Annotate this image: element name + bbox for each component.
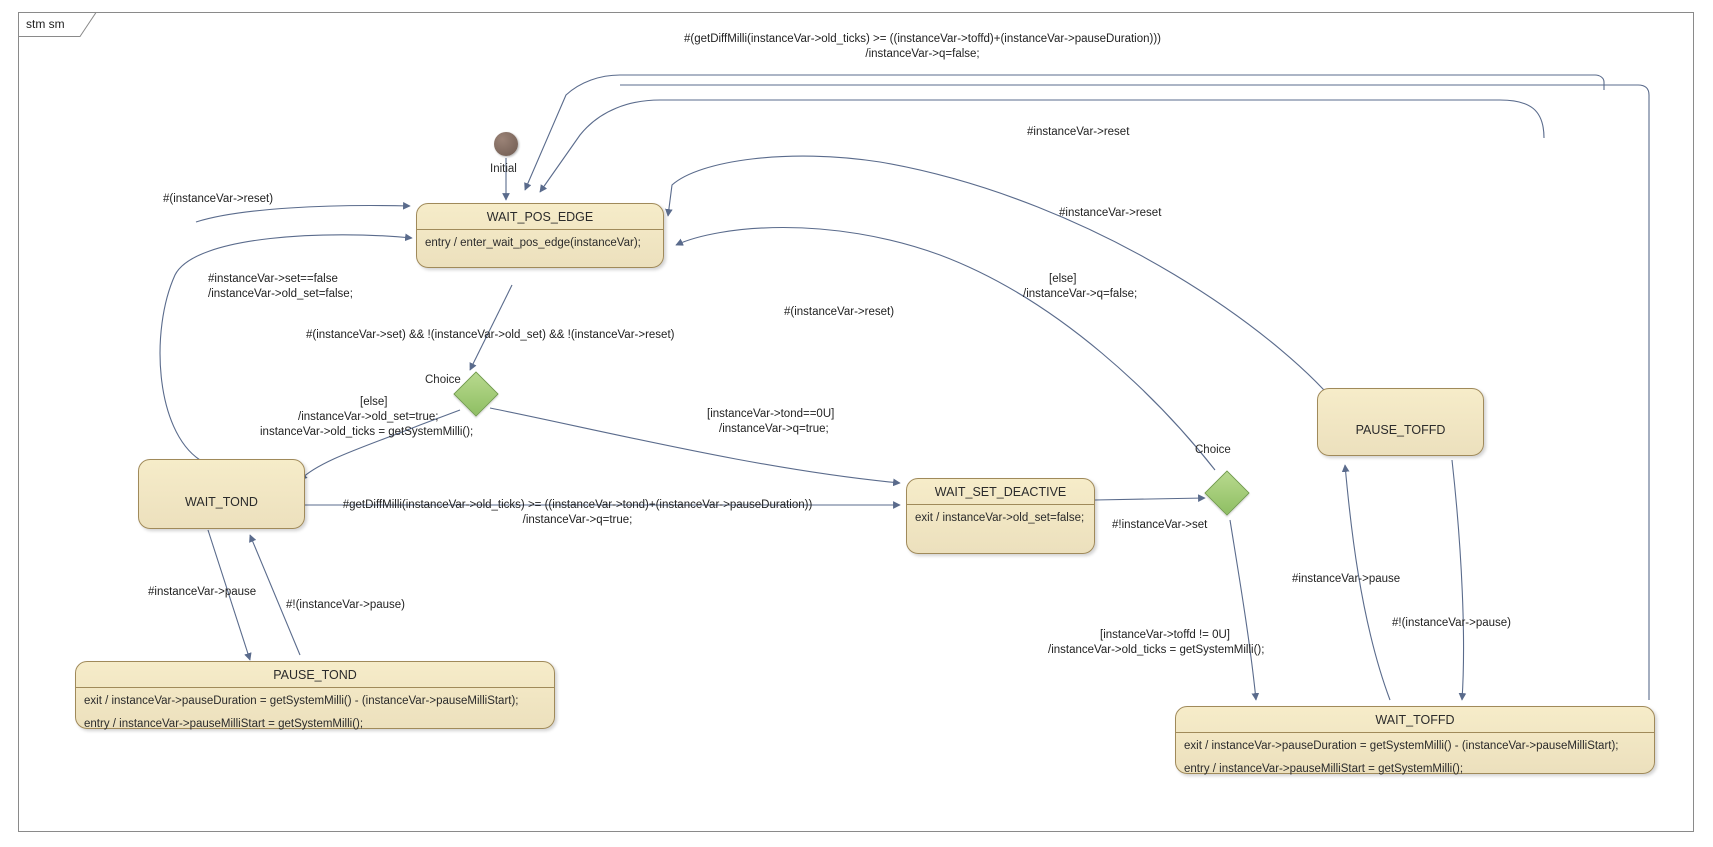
state-wait-tond-title: WAIT_TOND — [185, 495, 258, 509]
label-reset-left: #(instanceVar->reset) — [163, 193, 274, 205]
label-tond-zero-line2: /instanceVar->q=true; — [719, 423, 829, 435]
state-wait-toffd-exit: exit / instanceVar->pauseDuration = getSystemMilli() - (instanceVar->pauseMilliStart); — [1184, 740, 1619, 752]
label-toffd-pause: #instanceVar->pause — [1292, 573, 1401, 585]
state-wait-pos-edge-entry: entry / enter_wait_pos_edge(instanceVar); — [425, 237, 641, 249]
choice-node-1-label: Choice — [425, 374, 461, 386]
state-pause-tond-exit: exit / instanceVar->pauseDuration = getSystemMilli() - (instanceVar->pauseMilliStart); — [84, 695, 519, 707]
state-wait-set-deactive-exit: exit / instanceVar->old_set=false; — [915, 512, 1085, 524]
state-pause-toffd-title: PAUSE_TOFFD — [1355, 423, 1446, 437]
state-pause-tond[interactable] — [75, 661, 555, 729]
label-tond-zero-line1: [instanceVar->tond==0U] — [707, 408, 835, 420]
state-wait-set-deactive[interactable] — [906, 478, 1095, 554]
label-tond-unpause: #!(instanceVar->pause) — [286, 599, 406, 611]
label-choice2-else — [1023, 272, 1137, 302]
label-toffd-nonzero — [1048, 628, 1264, 658]
state-wait-toffd[interactable] — [1175, 706, 1655, 774]
label-set-false-line2: /instanceVar->old_set=false; — [208, 288, 353, 300]
label-toffd-nonzero-line2: /instanceVar->old_ticks = getSystemMilli(); — [1048, 644, 1265, 656]
label-set-edge: #(instanceVar->set) && !(instanceVar->old_set) && !(instanceVar->reset) — [306, 329, 675, 341]
state-wait-set-deactive-title: WAIT_SET_DEACTIVE — [934, 485, 1067, 499]
state-wait-toffd-title: WAIT_TOFFD — [1375, 713, 1455, 727]
initial-node — [494, 132, 518, 156]
label-reset-top: #instanceVar->reset — [1027, 126, 1130, 138]
label-toffd-nonzero-line1: [instanceVar->toffd != 0U] — [1100, 629, 1230, 641]
label-toffd-timeout-line2: /instanceVar->q=false; — [865, 48, 980, 60]
state-wait-tond[interactable] — [138, 459, 305, 529]
label-tond-timeout-line1: #getDiffMilli(instanceVar->old_ticks) >= ((instanceVar->tond)+(instanceVar->pauseDuration)) — [342, 499, 813, 511]
label-toffd-timeout — [650, 32, 1195, 62]
label-choice1-else-line2: /instanceVar->old_set=true; — [298, 411, 439, 423]
label-set-false — [208, 272, 353, 302]
frame-label: stm sm — [26, 17, 65, 31]
label-choice2-else-line2: /instanceVar->q=false; — [1023, 288, 1138, 300]
label-choice1-else — [260, 395, 473, 440]
label-tond-timeout-line2: /instanceVar->q=true; — [522, 514, 633, 526]
state-wait-pos-edge-title: WAIT_POS_EDGE — [486, 210, 594, 224]
state-pause-tond-entry: entry / instanceVar->pauseMilliStart = getSystemMilli(); — [84, 718, 364, 730]
state-wait-toffd-entry: entry / instanceVar->pauseMilliStart = getSystemMilli(); — [1184, 763, 1464, 775]
state-wait-pos-edge[interactable] — [416, 203, 664, 268]
label-not-set: #!instanceVar->set — [1112, 519, 1208, 531]
state-pause-tond-title: PAUSE_TOND — [273, 668, 357, 682]
state-pause-toffd[interactable] — [1317, 388, 1484, 456]
initial-node-label: Initial — [490, 163, 517, 175]
label-reset-mid: #(instanceVar->reset) — [784, 306, 895, 318]
label-choice1-else-line3: instanceVar->old_ticks = getSystemMilli(); — [260, 426, 474, 438]
label-toffd-unpause: #!(instanceVar->pause) — [1392, 617, 1512, 629]
label-reset-right: #instanceVar->reset — [1059, 207, 1162, 219]
label-tond-zero — [707, 407, 834, 437]
choice-node-2-label: Choice — [1195, 444, 1231, 456]
label-choice1-else-line1: [else] — [360, 396, 388, 408]
label-set-false-line1: #instanceVar->set==false — [208, 273, 338, 285]
label-tond-pause: #instanceVar->pause — [148, 586, 257, 598]
label-tond-timeout — [305, 498, 850, 528]
label-toffd-timeout-line1: #(getDiffMilli(instanceVar->old_ticks) >= ((instanceVar->toffd)+(instanceVar->pauseDuration))) — [683, 33, 1162, 45]
label-choice2-else-line1: [else] — [1049, 273, 1077, 285]
